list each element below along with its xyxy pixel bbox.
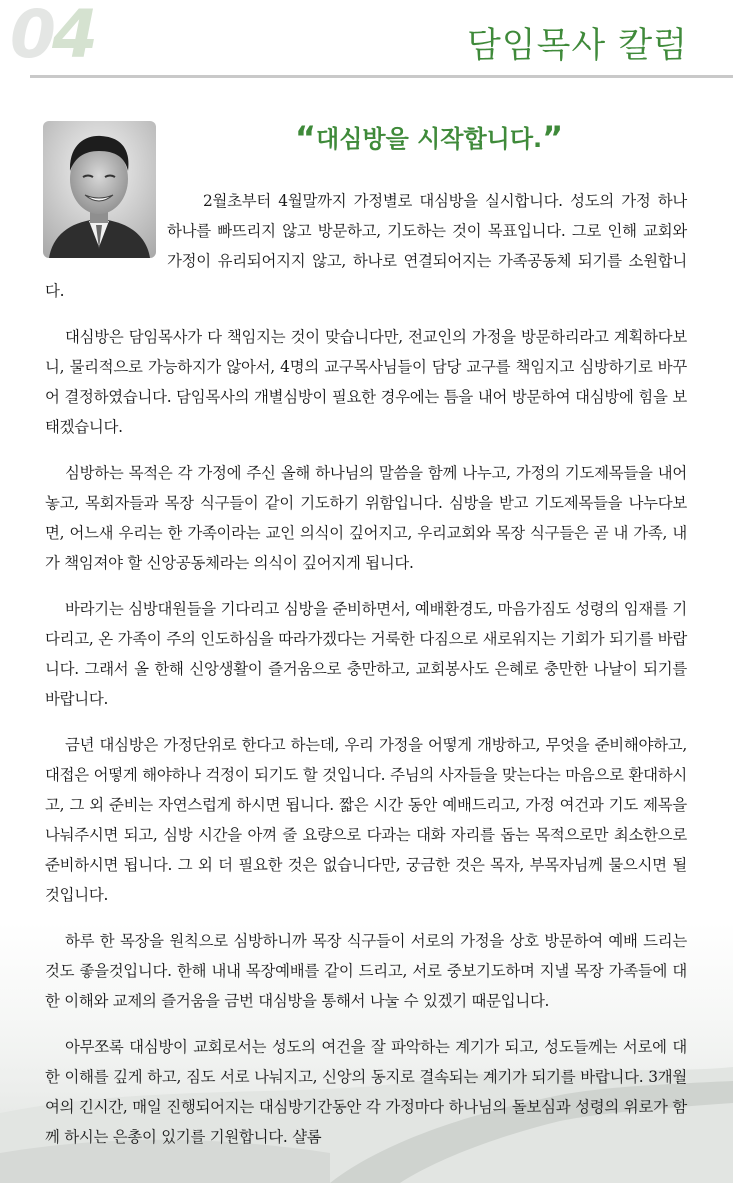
article-body	[45, 186, 687, 1168]
paragraph-7: 아무쪼록 대심방이 교회로서는 성도의 여건을 잘 파악하는 계기가 되고, 성도들께는 서로에 대한 이해를 깊게 하고, 짐도 서로 나눠지고, 신앙의 동지로 결속되는 계기가 되기를 바랍니다. 3개월여의 긴시간, 매일 진행되어지는 대심방기간동안 각 가정마다 하나님의 돌보심과 성령의 위로가 함께 하시는 은총이 있기를 기원합니다. 샬롬	[45, 1038, 687, 1146]
paragraph-1-text: 2월초부터 4월말까지 가정별로 대심방을 실시합니다. 성도의 가정 하나 하나를 빠뜨리지 않고 방문하고, 기도하는 것이 목표입니다. 그로 인해 교회와 가정이 유리되어지지 않고, 하나로 연결되어지는 가족공동체 되기를 소원합니다.	[45, 192, 687, 300]
section-title: 담임목사 칼럼	[467, 26, 688, 66]
paragraph-2: 대심방은 담임목사가 다 책임지는 것이 맞습니다만, 전교인의 가정을 방문하리라고 계획하다보니, 물리적으로 가능하지가 않아서, 4명의 교구목사님들이 담당 교구를 책임지고 심방하기로 바꾸어 결정하였습니다. 담임목사의 개별심방이 필요한 경우에는 틈을 내어 방문하여 대심방에 힘을 보태겠습니다.	[45, 328, 687, 436]
column-title	[295, 120, 563, 157]
page-number	[10, 0, 94, 73]
page-number-four: 4	[51, 0, 94, 73]
page-number-zero: 0	[10, 0, 52, 73]
portrait-wrap-spacer	[45, 186, 167, 272]
title-close-quote: ”	[542, 119, 564, 157]
title-open-quote: “	[295, 119, 317, 157]
header-divider	[30, 75, 733, 78]
paragraph-6: 하루 한 목장을 원칙으로 심방하니까 목장 식구들이 서로의 가정을 상호 방문하여 예배 드리는 것도 좋을것입니다. 한해 내내 목장예배를 같이 드리고, 서로 중보기도하며 지낼 목장 가족들에 대한 이해와 교제의 즐거움을 금번 대심방을 통해서 나눌 수 있겠기 때문입니다.	[45, 932, 687, 1010]
column-title-text: 대심방을 시작합니다.	[316, 125, 543, 153]
page-header	[0, 0, 733, 80]
paragraph-5: 금년 대심방은 가정단위로 한다고 하는데, 우리 가정을 어떻게 개방하고, 무엇을 준비해야하고, 대접은 어떻게 해야하나 걱정이 되기도 할 것입니다. 주님의 사자들을 맞는다는 마음으로 환대하시고, 그 외 준비는 자연스럽게 하시면 됩니다. 짧은 시간 동안 예배드리고, 가정 여건과 기도 제목을 나눠주시면 되고, 심방 시간을 아껴 줄 요량으로 다과는 대화 자리를 돕는 목적으로만 최소한으로 준비하시면 됩니다. 그 외 더 필요한 것은 없습니다만, 궁금한 것은 목자, 부목자님께 물으시면 될 것입니다.	[45, 736, 687, 904]
paragraph-3: 심방하는 목적은 각 가정에 주신 올해 하나님의 말씀을 함께 나누고, 가정의 기도제목들을 내어놓고, 목회자들과 목장 식구들이 같이 기도하기 위함입니다. 심방을 받고 기도제목들을 나누다보면, 어느새 우리는 한 가족이라는 교인 의식이 깊어지고, 우리교회와 목장 식구들은 곧 내 가족, 내가 책임져야 할 신앙공동체라는 의식이 깊어지게 됩니다.	[45, 464, 687, 572]
paragraph-4: 바라기는 심방대원들을 기다리고 심방을 준비하면서, 예배환경도, 마음가짐도 성령의 임재를 기다리고, 온 가족이 주의 인도하심을 따라가겠다는 거룩한 다짐으로 새로워지는 기회가 되기를 바랍니다. 그래서 올 한해 신앙생활이 즐거움으로 충만하고, 교회봉사도 은혜로 충만한 나날이 되기를 바랍니다.	[45, 600, 687, 708]
